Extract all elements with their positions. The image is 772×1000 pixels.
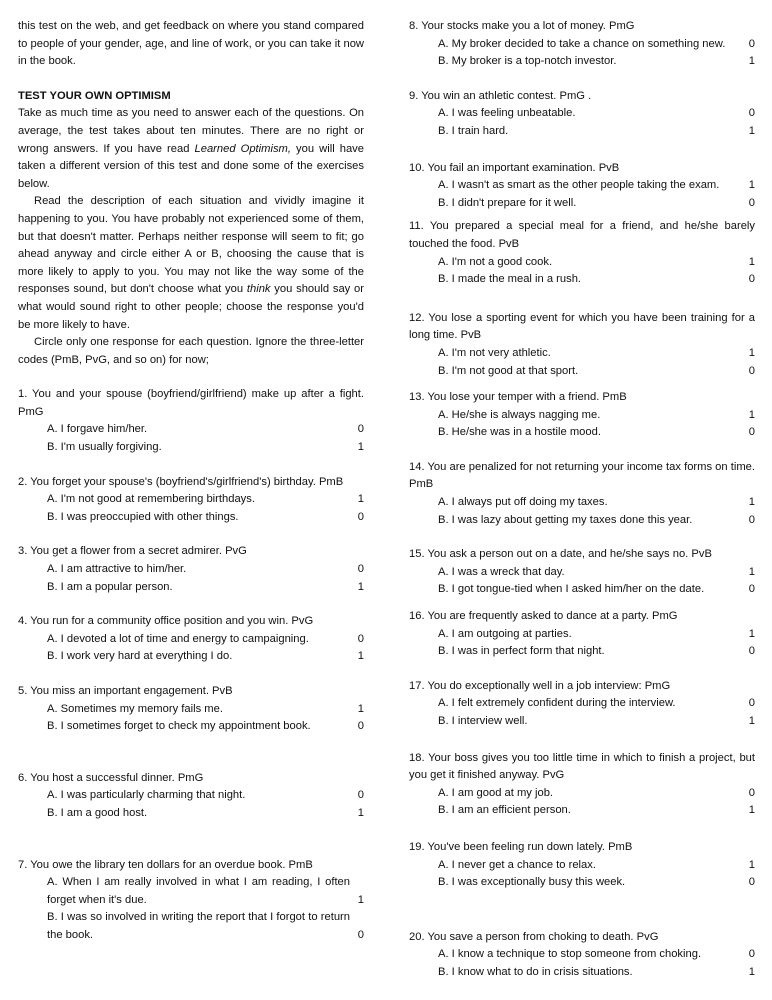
answer-b[interactable]: B. He/she was in a hostile mood. 0 <box>409 424 755 442</box>
answer-a[interactable]: A. I forgave him/her. 0 <box>18 421 364 439</box>
answer-b[interactable]: B. I was lazy about getting my taxes done this year. 0 <box>409 512 755 530</box>
answer-b[interactable]: B. I am a good host. 1 <box>18 805 364 823</box>
question-1 <box>18 386 364 456</box>
question-text: 19. You've been feeling run down lately. PmB <box>409 840 633 853</box>
question-6 <box>18 770 364 823</box>
answer-b[interactable]: B. I didn't prepare for it well. 0 <box>409 195 755 213</box>
question-text: 5. You miss an important engagement. PvB <box>18 685 233 697</box>
answer-a[interactable]: A. I was a wreck that day. 1 <box>409 564 755 582</box>
question-text: 9. You win an athletic contest. PmG . <box>409 89 592 102</box>
score: 1 <box>748 627 755 640</box>
section-heading: TEST YOUR OWN OPTIMISM <box>18 89 171 102</box>
answer-b[interactable]: B. I know what to do in crisis situations. 1 <box>409 964 755 982</box>
score: 0 <box>748 697 755 710</box>
question-11 <box>409 218 755 288</box>
answer-b[interactable]: B. I was in perfect form that night. 0 <box>409 643 755 661</box>
answer-a[interactable]: A. My broker decided to take a chance on something new. 0 <box>409 36 755 54</box>
question-text: 1. You and your spouse (boyfriend/girlfriend) make up after a fight. PmG <box>18 388 364 418</box>
question-15 <box>409 546 755 599</box>
score: 1 <box>357 493 364 506</box>
score: 0 <box>357 789 364 802</box>
score: 1 <box>357 806 364 819</box>
intro-paragraph-2: Take as much time as you need to answer each of the questions. On average, the test takes about ten minutes. There are no right or wrong answers. If you have read Learned Optimism, you will have taken a different version of this test and done some of the exercises below. <box>18 107 364 190</box>
answer-a[interactable]: A. I am good at my job. 0 <box>409 785 755 803</box>
question-text: 3. You get a flower from a secret admirer. PvG <box>18 545 247 558</box>
question-text: 13. You lose your temper with a friend. PmB <box>409 391 627 404</box>
question-text: 4. You run for a community office position and you win. PvG <box>18 615 314 628</box>
answer-b[interactable]: B. I'm usually forgiving. 1 <box>18 439 364 457</box>
question-text: 8. Your stocks make you a lot of money. PmG <box>409 20 635 32</box>
score: 1 <box>357 580 364 593</box>
score: 0 <box>357 423 364 436</box>
question-text: 20. You save a person from choking to death. PvG <box>409 930 659 943</box>
score: 0 <box>748 948 755 961</box>
score: 1 <box>748 965 755 978</box>
question-16 <box>409 608 755 661</box>
question-text: 12. You lose a sporting event for which you have been training for a long time. PvB <box>409 311 755 342</box>
right-column <box>409 18 755 982</box>
question-2 <box>18 474 364 527</box>
score: 1 <box>357 893 364 906</box>
answer-b[interactable]: B. I made the meal in a rush. 0 <box>409 271 755 289</box>
score: 0 <box>748 196 755 209</box>
answer-a[interactable]: A. I always put off doing my taxes. 1 <box>409 494 755 512</box>
score: 0 <box>357 720 364 733</box>
answer-b[interactable]: B. I sometimes forget to check my appointment book. 0 <box>18 718 364 736</box>
score: 0 <box>748 426 755 439</box>
score: 1 <box>748 565 755 578</box>
question-20 <box>409 929 755 982</box>
question-5 <box>18 683 364 736</box>
score: 1 <box>748 408 755 421</box>
score: 0 <box>357 563 364 576</box>
question-7 <box>18 857 364 945</box>
question-text: 7. You owe the library ten dollars for an overdue book. PmB <box>18 858 313 871</box>
answer-a[interactable]: A. I wasn't as smart as the other people taking the exam. 1 <box>409 177 755 195</box>
question-3 <box>18 543 364 596</box>
question-12 <box>409 310 755 380</box>
score: 0 <box>748 645 755 658</box>
score: 0 <box>748 364 755 377</box>
answer-b[interactable]: B. I interview well. 1 <box>409 713 755 731</box>
answer-a[interactable]: A. I know a technique to stop someone from choking. 0 <box>409 946 755 964</box>
answer-b[interactable]: B. I work very hard at everything I do. 1 <box>18 648 364 666</box>
answer-a[interactable]: A. I was particularly charming that night. 0 <box>18 787 364 805</box>
question-text: 6. You host a successful dinner. PmG <box>18 771 204 784</box>
score: 1 <box>357 702 364 715</box>
score: 0 <box>748 273 755 286</box>
score: 1 <box>748 715 755 727</box>
answer-a[interactable]: A. He/she is always nagging me. 1 <box>409 407 755 425</box>
question-8 <box>409 18 755 71</box>
question-text: 11. You prepared a special meal for a friend, and he/she barely touched the food. PvB <box>409 220 755 250</box>
score: 1 <box>748 346 755 359</box>
question-18 <box>409 750 755 820</box>
answer-b[interactable]: B. I was preoccupied with other things. 0 <box>18 509 364 527</box>
answer-b[interactable]: B. My broker is a top-notch investor. 1 <box>409 53 755 71</box>
answer-a[interactable]: A. Sometimes my memory fails me. 1 <box>18 701 364 719</box>
answer-a[interactable]: A. I was feeling unbeatable. 0 <box>409 105 755 123</box>
answer-b[interactable]: B. I train hard. 1 <box>409 123 755 141</box>
left-column <box>18 18 364 945</box>
question-text: 18. Your boss gives you too little time in which to finish a project, but you get it finished anyway. PvG <box>409 751 755 782</box>
intro-paragraph-1: this test on the web, and get feedback on where you stand compared to people of your gender, age, and line of work, or you can take it now in the book. <box>18 20 364 68</box>
score: 0 <box>357 928 364 941</box>
answer-a[interactable]: A. I am attractive to him/her. 0 <box>18 561 364 579</box>
score: 1 <box>748 496 755 509</box>
answer-b[interactable]: B. I was so involved in writing the report that I forgot to return the book. 0 <box>18 909 364 944</box>
question-9 <box>409 88 755 141</box>
score: 1 <box>748 124 755 137</box>
answer-a[interactable]: A. When I am really involved in what I am reading, I often forget when it's due. 1 <box>18 874 364 909</box>
answer-a[interactable]: A. I never get a chance to relax. 1 <box>409 857 755 875</box>
question-text: 10. You fail an important examination. PvB <box>409 161 620 174</box>
question-13 <box>409 389 755 442</box>
score: 0 <box>748 583 755 596</box>
score: 0 <box>748 786 755 799</box>
score: 0 <box>357 632 364 645</box>
intro-paragraph-3: Read the description of each situation and vividly imagine it happening to you. You have probably not experienced some of them, but that doesn't matter. Perhaps neither response will seem to fit; go ahead anyway and circle either A or B, choosing the cause that is more likely to apply to you. You may not like the way some of the responses sound, but don't choose what you think you should say or what would sound right to other people; choose the response you'd be more likely to have. <box>18 195 364 331</box>
score: 1 <box>748 804 755 817</box>
answer-a[interactable]: A. I felt extremely confident during the interview. 0 <box>409 695 755 713</box>
score: 1 <box>748 255 755 268</box>
question-text: 17. You do exceptionally well in a job interview: PmG <box>409 679 671 692</box>
answer-b[interactable]: B. I was exceptionally busy this week. 0 <box>409 874 755 892</box>
question-4 <box>18 613 364 666</box>
score: 0 <box>748 37 755 50</box>
question-10 <box>409 160 755 213</box>
question-14 <box>409 459 755 529</box>
score: 1 <box>748 179 755 192</box>
score: 0 <box>748 876 755 889</box>
score: 1 <box>748 858 755 871</box>
answer-b[interactable]: B. I am an efficient person. 1 <box>409 802 755 820</box>
answer-b[interactable]: B. I'm not good at that sport. 0 <box>409 363 755 381</box>
score: 0 <box>748 513 755 526</box>
question-text: 15. You ask a person out on a date, and he/she says no. PvB <box>409 548 712 561</box>
question-text: 14. You are penalized for not returning your income tax forms on time. PmB <box>409 460 755 491</box>
intro-paragraph-4: Circle only one response for each question. Ignore the three-letter codes (PmB, PvG, and so on) for now; <box>18 336 364 366</box>
answer-a[interactable]: A. I'm not a good cook. 1 <box>409 254 755 272</box>
answer-a[interactable]: A. I'm not good at remembering birthdays. 1 <box>18 491 364 509</box>
question-19 <box>409 839 755 892</box>
score: 0 <box>748 107 755 120</box>
answer-a[interactable]: A. I devoted a lot of time and energy to campaigning. 0 <box>18 631 364 649</box>
answer-a[interactable]: A. I'm not very athletic. 1 <box>409 345 755 363</box>
score: 1 <box>357 441 364 454</box>
question-17 <box>409 678 755 731</box>
answer-a[interactable]: A. I am outgoing at parties. 1 <box>409 626 755 644</box>
answer-b[interactable]: B. I got tongue-tied when I asked him/her on the date. 0 <box>409 581 755 599</box>
answer-b[interactable]: B. I am a popular person. 1 <box>18 579 364 597</box>
question-text: 16. You are frequently asked to dance at a party. PmG <box>409 610 678 623</box>
score: 1 <box>357 650 364 663</box>
score: 0 <box>357 510 364 523</box>
question-text: 2. You forget your spouse's (boyfriend's/girlfriend's) birthday. PmB <box>18 475 344 488</box>
score: 1 <box>748 55 755 68</box>
